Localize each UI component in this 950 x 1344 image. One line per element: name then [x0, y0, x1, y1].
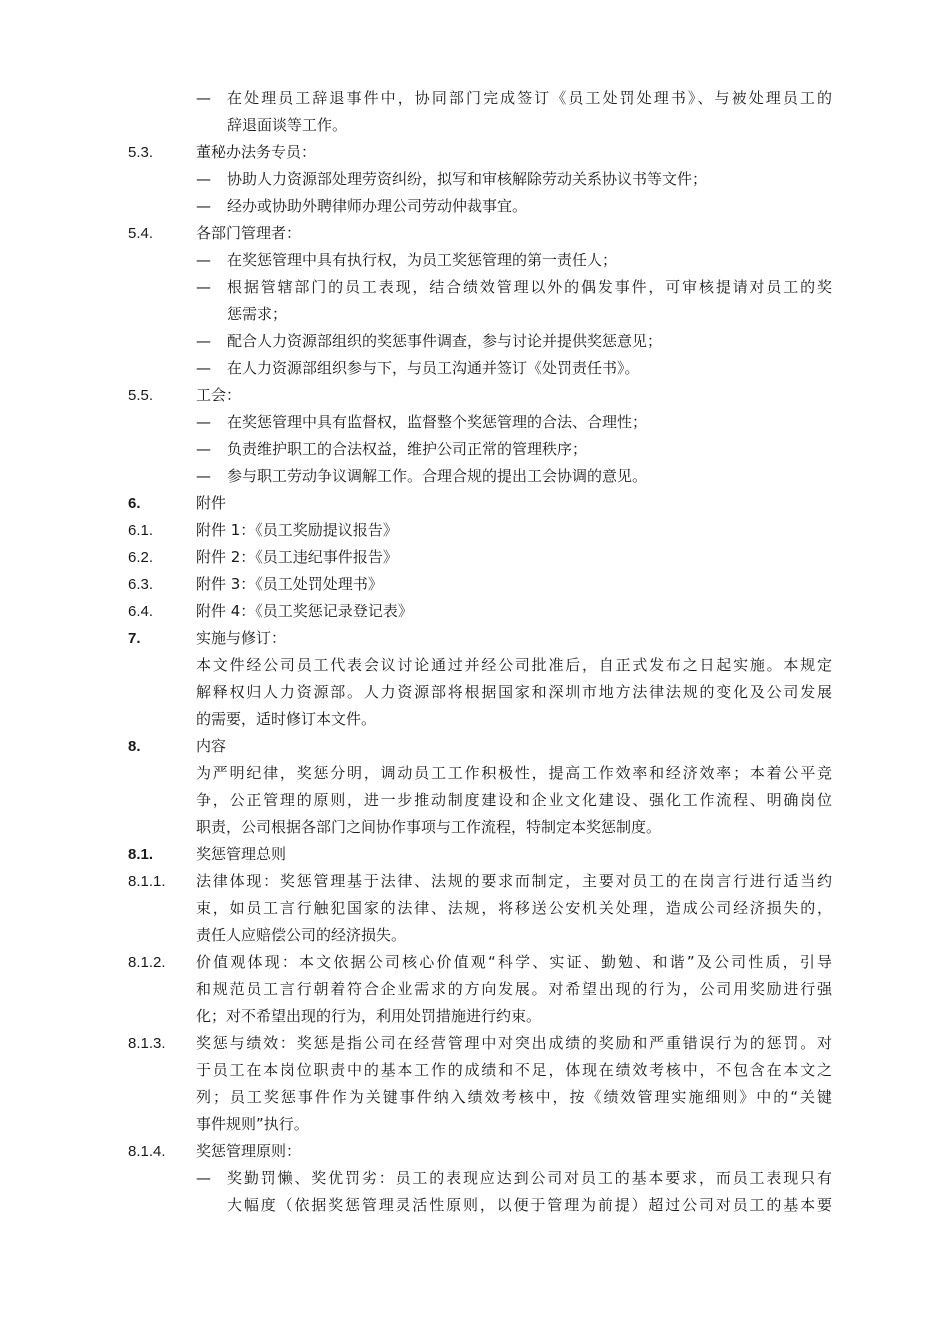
section-number: 8.1.3.	[128, 1035, 166, 1052]
section-title: 附件 3：《员工处罚处理书》	[196, 575, 383, 593]
dash-marker: —	[196, 413, 211, 431]
body-text: 和规范员工言行朝着符合企业需求的方向发展。对希望出现的行为，公司用奖励进行强	[196, 980, 832, 998]
body-text: 在处理员工辞退事件中，协同部门完成签订《员工处罚处理书》、与被处理员工的	[227, 89, 832, 107]
dash-marker: —	[196, 359, 211, 377]
body-text: 根据管辖部门的员工表现，结合绩效管理以外的偶发事件，可审核提请对员工的奖	[227, 278, 832, 296]
section-title: 奖惩管理原则：	[196, 1142, 302, 1160]
section-number: 8.1.4.	[128, 1143, 166, 1160]
body-text: 在奖惩管理中具有执行权，为员工奖惩管理的第一责任人；	[227, 251, 618, 269]
body-text: 经办或协助外聘律师办理公司劳动仲裁事宜。	[227, 197, 528, 215]
section-title: 内容	[196, 737, 227, 755]
dash-marker: —	[196, 89, 211, 107]
section-number: 7.	[128, 630, 141, 647]
body-text: 束，如员工言行触犯国家的法律、法规，将移送公安机关处理，造成公司经济损失的，	[196, 899, 832, 917]
section-number: 8.1.1.	[128, 873, 166, 890]
body-text: 奖惩与绩效：奖惩是指公司在经营管理中对突出成绩的奖励和严重错误行为的惩罚。对	[196, 1034, 832, 1052]
section-title: 董秘办法务专员：	[196, 143, 317, 161]
section-number: 5.4.	[128, 225, 154, 242]
dash-marker: —	[196, 170, 211, 188]
section-title: 实施与修订：	[196, 629, 287, 647]
body-text: 惩需求；	[227, 305, 288, 323]
body-text: 于员工在本岗位职责中的基本工作的成绩和不足，体现在绩效考核中，不包含在本文之	[196, 1061, 832, 1079]
section-number: 8.1.	[128, 846, 154, 863]
section-number: 6.4.	[128, 603, 154, 620]
body-text: 的需要，适时修订本文件。	[196, 710, 377, 728]
body-text: 职责，公司根据各部门之间协作事项与工作流程，特制定本奖惩制度。	[196, 818, 662, 836]
section-title: 附件 2：《员工违纪事件报告》	[196, 548, 398, 566]
body-text: 争，公正管理的原则，进一步推动制度建设和企业文化建设、强化工作流程、明确岗位	[196, 791, 832, 809]
dash-marker: —	[196, 440, 211, 458]
body-text: 法律体现：奖惩管理基于法律、法规的要求而制定，主要对员工的在岗言行进行适当约	[196, 872, 832, 890]
body-text: 大幅度（依据奖惩管理灵活性原则，以便于管理为前提）超过公司对员工的基本要	[227, 1196, 832, 1214]
section-number: 6.3.	[128, 576, 154, 593]
section-number: 8.1.2.	[128, 954, 166, 971]
body-text: 本文件经公司员工代表会议讨论通过并经公司批准后，自正式发布之日起实施。本规定	[196, 656, 832, 674]
section-title: 附件 1：《员工奖励提议报告》	[196, 521, 398, 539]
body-text: 为严明纪律，奖惩分明，调动员工工作积极性，提高工作效率和经济效率；本着公平竞	[196, 764, 832, 782]
section-number: 6.	[128, 495, 141, 512]
body-text: 在人力资源部组织参与下，与员工沟通并签订《处罚责任书》。	[227, 359, 640, 377]
dash-marker: —	[196, 467, 211, 485]
body-text: 负责维护职工的合法权益，维护公司正常的管理秩序；	[227, 440, 588, 458]
body-text: 价值观体现：本文依据公司核心价值观“科学、实证、勤勉、和谐”及公司性质，引导	[196, 953, 832, 971]
body-text: 责任人应赔偿公司的经济损失。	[196, 926, 407, 944]
dash-marker: —	[196, 1169, 211, 1187]
section-number: 6.1.	[128, 522, 154, 539]
dash-marker: —	[196, 332, 211, 350]
body-text: 化；对不希望出现的行为，利用处罚措施进行约束。	[196, 1007, 542, 1025]
body-text: 参与职工劳动争议调解工作。合理合规的提出工会协调的意见。	[227, 467, 648, 485]
section-number: 5.5.	[128, 387, 154, 404]
body-text: 协助人力资源部处理劳资纠纷，拟写和审核解除劳动关系协议书等文件；	[227, 170, 708, 188]
dash-marker: —	[196, 278, 211, 296]
body-text: 在奖惩管理中具有监督权，监督整个奖惩管理的合法、合理性；	[227, 413, 648, 431]
body-text: 辞退面谈等工作。	[227, 116, 348, 134]
section-number: 8.	[128, 738, 141, 755]
section-number: 6.2.	[128, 549, 154, 566]
body-text: 列；员工奖惩事件作为关键事件纳入绩效考核中，按《绩效管理实施细则》中的“关键	[196, 1088, 832, 1106]
section-title: 附件 4：《员工奖惩记录登记表》	[196, 602, 413, 620]
section-title: 各部门管理者：	[196, 224, 302, 242]
dash-marker: —	[196, 251, 211, 269]
section-number: 5.3.	[128, 144, 154, 161]
body-text: 解释权归人力资源部。人力资源部将根据国家和深圳市地方法律法规的变化及公司发展	[196, 683, 832, 701]
body-text: 配合人力资源部组织的奖惩事件调查，参与讨论并提供奖惩意见；	[227, 332, 663, 350]
body-text: 奖勤罚懒、奖优罚劣：员工的表现应达到公司对员工的基本要求，而员工表现只有	[227, 1169, 832, 1187]
section-title: 奖惩管理总则	[196, 845, 287, 863]
body-text: 事件规则”执行。	[196, 1115, 309, 1133]
section-title: 附件	[196, 494, 227, 512]
section-title: 工会：	[196, 386, 242, 404]
dash-marker: —	[196, 197, 211, 215]
